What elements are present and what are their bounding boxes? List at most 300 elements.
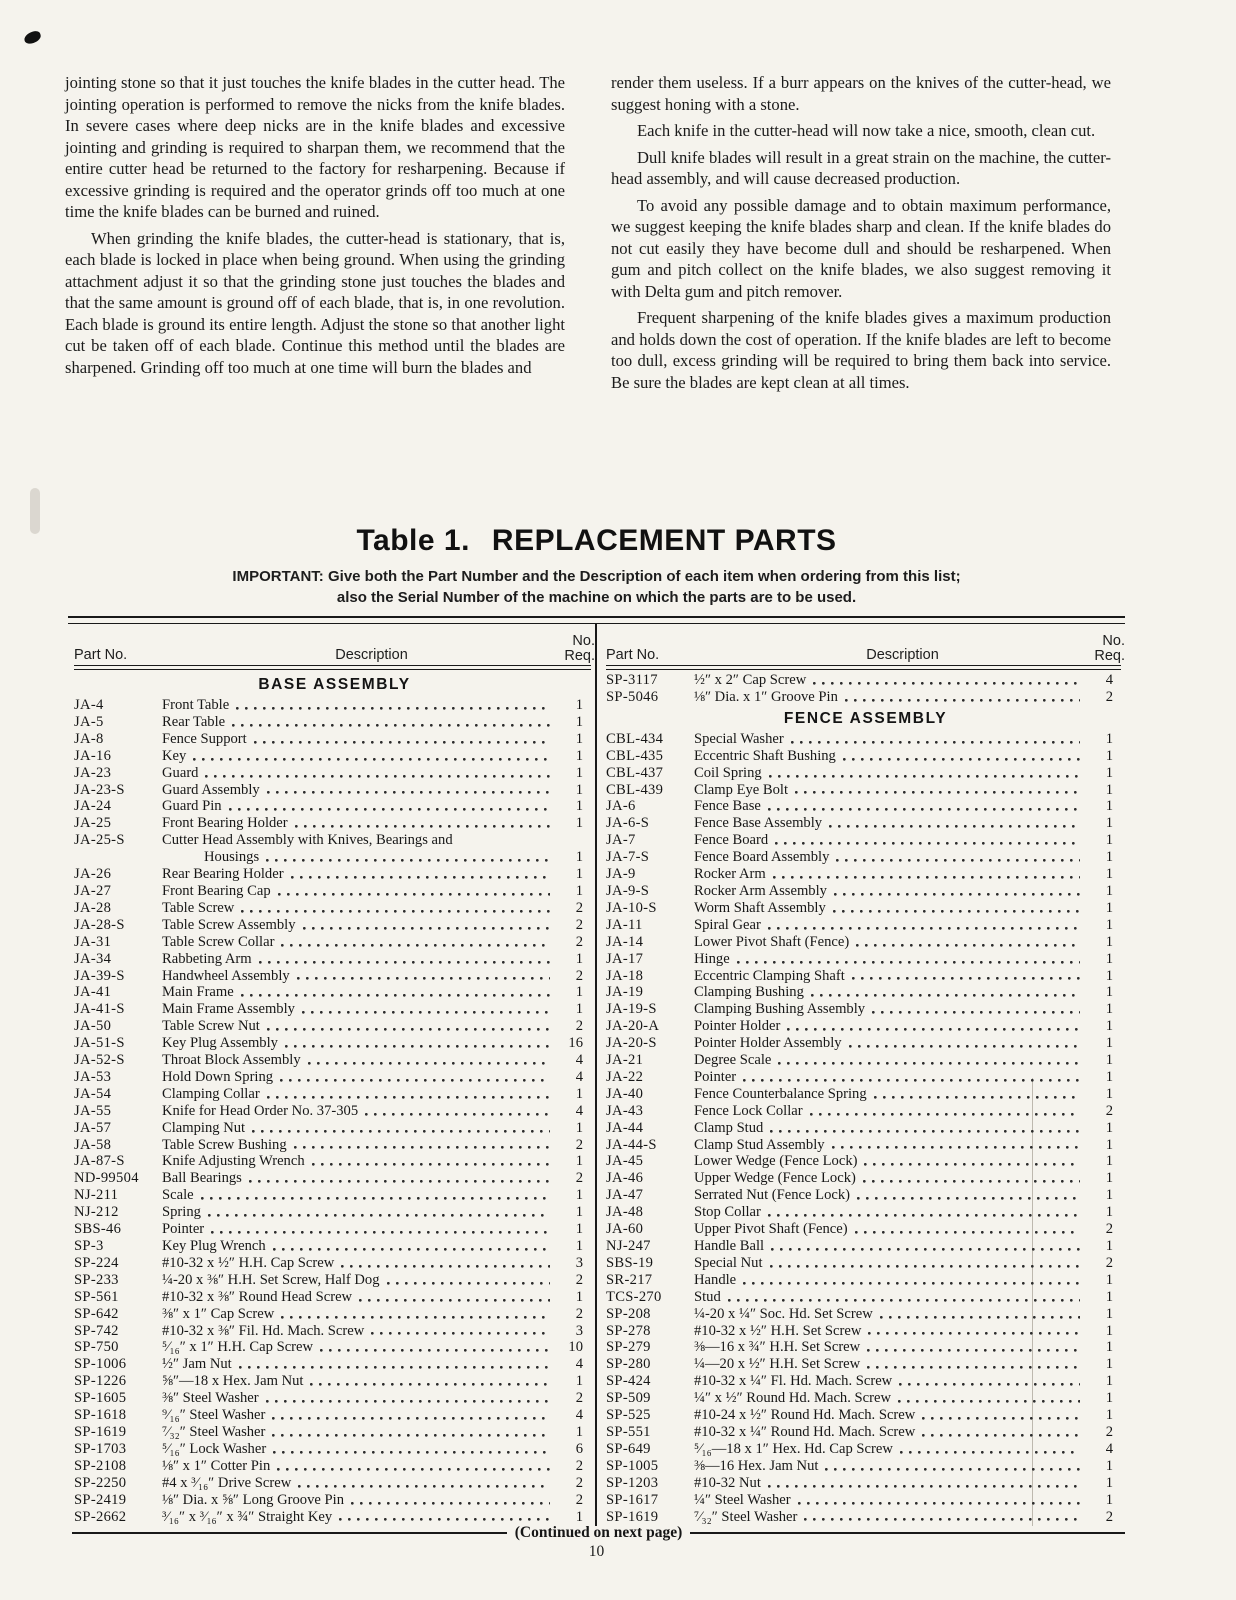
dot-leader (845, 689, 1080, 703)
part-description: ³⁄₁₆″ x ³⁄₁₆″ x ¾″ Straight Key (162, 1508, 333, 1525)
part-number: SR-217 (606, 1271, 653, 1288)
dot-leader (922, 1407, 1080, 1421)
part-description: Handwheel Assembly (162, 967, 290, 984)
table-row (74, 1458, 595, 1475)
table-row (606, 1086, 1125, 1103)
table-row (74, 1323, 595, 1340)
table-row (74, 1204, 595, 1221)
part-qty: 1 (575, 815, 583, 832)
part-description: Rear Bearing Holder (162, 866, 284, 883)
header-no: No. (1102, 633, 1125, 649)
part-number: JA-23-S (74, 781, 125, 798)
part-qty: 1 (1105, 933, 1113, 950)
dot-leader (280, 1069, 550, 1083)
dot-leader (867, 1339, 1080, 1353)
part-number: NJ-247 (606, 1238, 651, 1254)
table-row (74, 697, 595, 714)
part-description: Guard (162, 764, 199, 781)
part-description-wrap (162, 1221, 553, 1238)
part-description-wrap (162, 883, 553, 900)
header-description: Description (335, 647, 408, 663)
part-description: Fence Board Assembly (694, 849, 830, 866)
table-row (74, 934, 595, 951)
part-description: Special Washer (694, 730, 784, 747)
part-qty: 1 (575, 1119, 583, 1136)
part-qty: 1 (575, 1238, 583, 1254)
part-number: JA-46 (606, 1170, 644, 1187)
table-row (606, 672, 1125, 689)
part-description: Rear Table (162, 713, 226, 730)
part-description: ⅛″ Dia. x 1″ Groove Pin (694, 688, 838, 705)
part-number: JA-51-S (74, 1035, 125, 1052)
part-description-wrap (694, 1492, 1083, 1509)
table-row (74, 1069, 595, 1086)
part-qty: 2 (1105, 1254, 1113, 1271)
part-description: ⅜—16 Hex. Jam Nut (694, 1457, 819, 1474)
dot-leader (236, 697, 550, 711)
important-line: also the Serial Number of the machine on which the parts are to be used. (336, 589, 857, 606)
table-row (74, 815, 595, 832)
table-row (606, 731, 1125, 748)
part-number: SP-2108 (74, 1457, 127, 1474)
part-number: JA-6-S (606, 815, 650, 832)
part-description: ⁹⁄₁₆″ Steel Washer (162, 1407, 266, 1424)
table-row (606, 1272, 1125, 1289)
dot-leader (193, 748, 550, 762)
part-description: Clamping Collar (162, 1085, 260, 1102)
part-description-wrap (162, 1475, 553, 1492)
part-description-wrap (162, 1103, 553, 1120)
part-description-wrap (694, 765, 1083, 782)
part-number: CBL-439 (606, 781, 664, 798)
part-description-wrap (162, 900, 553, 917)
part-number: SP-561 (74, 1288, 119, 1305)
dot-leader (295, 815, 550, 829)
part-number: JA-87-S (74, 1153, 125, 1170)
dot-leader (277, 1458, 550, 1472)
table-row (74, 1492, 595, 1509)
part-description: Pointer Holder (694, 1018, 781, 1035)
dot-leader (855, 1221, 1080, 1235)
part-qty: 1 (1105, 1339, 1113, 1356)
part-description: Housings (204, 849, 260, 866)
dot-leader (864, 1153, 1080, 1167)
part-qty: 1 (1105, 1288, 1113, 1305)
table-left-half (68, 624, 595, 1526)
table-title (68, 524, 1125, 558)
part-number: SP-208 (606, 1305, 651, 1322)
part-qty: 1 (1105, 1018, 1113, 1035)
paragraph: jointing stone so that it just touches the knife blades in the cutter head. The jointing operation is performed to remove the nicks from the knife blades. In severe cases where deep nicks are in the knife blades and excessive jointing and grinding is required to sharpan them, we recommend that the entire cutter head be returned to the factory for resharpening. Because if excessive grinding is required and the operator grinds off too much at one time the knife blades can be burned and ruined. (65, 73, 565, 221)
table-row (606, 866, 1125, 883)
part-description: Fence Counterbalance Spring (694, 1085, 867, 1102)
part-description-wrap (694, 1323, 1083, 1340)
part-number: SP-1005 (606, 1457, 659, 1474)
part-description-wrap (694, 1153, 1083, 1170)
part-number: JA-19 (606, 984, 644, 1001)
paragraph: Frequent sharpening of the knife blades gives a maximum production and holds down the cost of operation. If the knife blades are left to become too dull, excess grinding will be required to bring them back into service. Be sure the blades are kept clean at all times. (611, 308, 1111, 392)
part-description: Rocker Arm Assembly (694, 882, 827, 899)
part-qty: 2 (575, 1136, 583, 1153)
header-no-req (549, 634, 595, 663)
table-row (606, 1339, 1125, 1356)
part-number: SP-742 (74, 1322, 119, 1339)
table-header-left (74, 624, 595, 665)
part-description-wrap (694, 1069, 1083, 1086)
part-description-wrap (694, 951, 1083, 968)
part-description: ¼″ Steel Washer (694, 1491, 791, 1508)
dot-leader (208, 1204, 550, 1218)
part-qty: 1 (575, 1204, 583, 1221)
part-qty: 1 (1105, 764, 1113, 781)
part-number: JA-23 (74, 764, 112, 781)
table-row (74, 1306, 595, 1323)
table-row (74, 1086, 595, 1103)
part-description: Hold Down Spring (162, 1068, 274, 1085)
table-row (74, 984, 595, 1001)
part-description: #10-32 x ¼″ Round Hd. Mach. Screw (694, 1423, 916, 1440)
part-description-wrap (694, 1170, 1083, 1187)
continued-line (72, 1524, 1125, 1542)
part-description: ⅝″—18 x Hex. Jam Nut (162, 1373, 304, 1390)
dot-leader (351, 1492, 550, 1506)
table-row (606, 1170, 1125, 1187)
dot-leader (833, 900, 1080, 914)
part-description: #10-32 x ⅜″ Round Head Screw (162, 1288, 353, 1305)
dot-leader (773, 866, 1080, 880)
part-qty: 1 (1105, 882, 1113, 899)
dot-leader (312, 1153, 550, 1167)
part-description: #10-32 Nut (694, 1474, 761, 1491)
part-qty: 1 (575, 950, 583, 967)
dot-leader (232, 714, 550, 728)
dot-leader (267, 782, 550, 796)
part-description: Cutter Head Assembly with Knives, Bearings and (162, 832, 453, 849)
part-description: ⁷⁄₃₂″ Steel Washer (694, 1508, 798, 1525)
table-row (74, 1238, 595, 1255)
part-qty: 1 (1105, 1474, 1113, 1491)
part-description: Clamping Nut (162, 1119, 246, 1136)
table-row (606, 1187, 1125, 1204)
part-qty: 1 (1105, 984, 1113, 1001)
part-description: ⁵⁄₁₆—18 x 1″ Hex. Hd. Cap Screw (694, 1440, 893, 1457)
part-description-wrap (162, 714, 553, 731)
table-row (606, 1221, 1125, 1238)
part-description-wrap (694, 1035, 1083, 1052)
part-description-wrap (694, 748, 1083, 765)
part-qty: 1 (1105, 781, 1113, 798)
table-row (74, 1390, 595, 1407)
part-description: Pointer (162, 1221, 205, 1238)
dot-leader (281, 934, 550, 948)
part-description: Fence Support (162, 730, 247, 747)
part-number: JA-44 (606, 1119, 644, 1136)
dot-leader (770, 1255, 1081, 1269)
part-number: JA-18 (606, 967, 644, 984)
part-qty: 1 (575, 984, 583, 1001)
continued-text: (Continued on next page) (514, 1524, 683, 1541)
dot-leader (768, 1475, 1080, 1489)
part-description-wrap (162, 934, 553, 951)
part-description-wrap (162, 1001, 553, 1018)
part-description: Table Screw Nut (162, 1018, 260, 1035)
part-number: JA-41-S (74, 1001, 125, 1018)
part-number: SP-279 (606, 1339, 651, 1356)
intro-text (65, 72, 1111, 398)
part-description-wrap (694, 934, 1083, 951)
table-row (606, 1492, 1125, 1509)
dot-leader (849, 1035, 1080, 1049)
table-row (74, 1153, 595, 1170)
part-number: SBS-46 (74, 1221, 122, 1238)
dot-leader (856, 934, 1080, 948)
part-description: Rabbeting Arm (162, 950, 252, 967)
part-qty: 1 (575, 1288, 583, 1305)
dot-leader (843, 748, 1080, 762)
part-description: Fence Base (694, 798, 761, 815)
dot-leader (771, 1238, 1080, 1252)
part-description-wrap (162, 984, 553, 1001)
table-row (606, 1018, 1125, 1035)
part-description-wrap (694, 1407, 1083, 1424)
part-number: SP-233 (74, 1271, 119, 1288)
part-description-wrap (694, 815, 1083, 832)
part-number: NJ-211 (74, 1187, 119, 1204)
part-qty: 6 (575, 1440, 583, 1457)
part-number: JA-11 (606, 916, 643, 933)
part-description: Upper Wedge (Fence Lock) (694, 1170, 856, 1187)
part-number: JA-28-S (74, 916, 125, 933)
table-row (74, 968, 595, 985)
part-number: JA-8 (74, 730, 104, 747)
part-description: Guard Pin (162, 798, 222, 815)
dot-leader (254, 731, 550, 745)
dot-leader (272, 1407, 550, 1421)
table-row (74, 1255, 595, 1272)
part-number: JA-25 (74, 815, 112, 832)
dot-leader (259, 951, 550, 965)
part-number: JA-28 (74, 899, 112, 916)
dot-leader (867, 1356, 1080, 1370)
part-description-wrap (162, 1306, 553, 1323)
part-qty: 1 (1105, 1305, 1113, 1322)
part-description-wrap (694, 832, 1083, 849)
part-description-wrap (694, 1306, 1083, 1323)
part-qty: 2 (575, 1271, 583, 1288)
part-description: ⅜″ x 1″ Cap Screw (162, 1305, 275, 1322)
part-description-wrap (694, 1187, 1083, 1204)
dot-leader (272, 1424, 550, 1438)
table-row (606, 1441, 1125, 1458)
dot-leader (211, 1221, 550, 1235)
table-row (606, 849, 1125, 866)
part-description: ⅜″ Steel Washer (162, 1390, 259, 1407)
table-row (606, 1458, 1125, 1475)
table-row (606, 748, 1125, 765)
part-qty: 2 (575, 1018, 583, 1035)
part-qty: 4 (1105, 672, 1113, 688)
dot-leader (804, 1509, 1080, 1523)
paragraph: Dull knife blades will result in a great strain on the machine, the cutter-head assembly, and will cause decreased production. (611, 147, 1111, 188)
part-description: Knife for Head Order No. 37-305 (162, 1102, 359, 1119)
part-description: ⅛″ x 1″ Cotter Pin (162, 1457, 271, 1474)
dot-leader (365, 1103, 550, 1117)
dot-leader (278, 883, 550, 897)
part-qty: 1 (1105, 1170, 1113, 1187)
dot-leader (791, 731, 1080, 745)
table-row (606, 934, 1125, 951)
part-description: ⅛″ Dia. x ⅝″ Long Groove Pin (162, 1491, 344, 1508)
part-qty: 1 (575, 1001, 583, 1018)
part-description: ⁷⁄₃₂″ Steel Washer (162, 1423, 266, 1440)
part-description-wrap (162, 1187, 553, 1204)
dot-leader (778, 1052, 1080, 1066)
part-number: SP-1006 (74, 1356, 127, 1373)
part-number: SP-424 (606, 1373, 651, 1390)
part-number: JA-52-S (74, 1052, 125, 1069)
part-qty: 2 (1105, 1102, 1113, 1119)
part-description-wrap (162, 798, 553, 815)
part-number: SP-5046 (606, 688, 659, 705)
part-qty: 1 (1105, 730, 1113, 747)
part-qty: 1 (575, 730, 583, 747)
table-row (74, 1103, 595, 1120)
intro-column-right (611, 72, 1111, 398)
dot-leader (768, 917, 1080, 931)
part-description-wrap (162, 849, 553, 866)
part-description: Serrated Nut (Fence Lock) (694, 1187, 851, 1204)
part-description-wrap (694, 984, 1083, 1001)
part-number: SP-1618 (74, 1407, 127, 1424)
table-row (74, 748, 595, 765)
dot-leader (291, 866, 550, 880)
replacement-parts-table (68, 616, 1125, 1526)
footer-rule-right (690, 1532, 1125, 1535)
part-description-wrap (694, 798, 1083, 815)
dot-leader (863, 1170, 1080, 1184)
dot-leader (241, 984, 550, 998)
dot-leader (899, 1373, 1080, 1387)
part-number: SP-525 (606, 1407, 651, 1424)
table-row (74, 1187, 595, 1204)
part-description-wrap (162, 1120, 553, 1137)
part-qty: 2 (575, 916, 583, 933)
dot-leader (872, 1001, 1080, 1015)
part-description: Front Table (162, 697, 230, 713)
part-description: ⁵⁄₁₆″ x 1″ H.H. Cap Screw (162, 1339, 314, 1356)
part-description-wrap (162, 731, 553, 748)
dot-leader (387, 1272, 550, 1286)
dot-leader (302, 1001, 550, 1015)
table-row (74, 714, 595, 731)
part-description-wrap (162, 1086, 553, 1103)
part-number: JA-43 (606, 1102, 644, 1119)
part-qty: 1 (1105, 950, 1113, 967)
part-qty: 1 (1105, 1136, 1113, 1153)
table-row (606, 689, 1125, 706)
table-row (606, 984, 1125, 1001)
dot-leader (285, 1035, 550, 1049)
dot-leader (852, 968, 1080, 982)
dot-leader (900, 1441, 1080, 1455)
part-description-wrap (162, 1390, 553, 1407)
part-description-wrap (694, 1356, 1083, 1373)
part-description-wrap (694, 1339, 1083, 1356)
header-part-no: Part No. (74, 647, 128, 663)
part-qty: 1 (575, 1187, 583, 1204)
part-description-wrap (162, 832, 595, 849)
part-number: NJ-212 (74, 1204, 119, 1221)
part-qty: 1 (575, 1423, 583, 1440)
table-row (606, 765, 1125, 782)
part-qty: 1 (1105, 1035, 1113, 1052)
part-number-blank (74, 849, 162, 866)
part-qty: 1 (1105, 1457, 1113, 1474)
part-qty: 1 (1105, 1085, 1113, 1102)
dot-leader (341, 1255, 550, 1269)
table-row (74, 951, 595, 968)
paragraph: When grinding the knife blades, the cutter-head is stationary, that is, each blade is locked in place when being ground. When using the grinding attachment adjust it so that the grinding stone just touches the blades and that the same amount is ground off of each blade, that is, in one revolution. Each blade is ground its entire length. Adjust the stone so that another light cut be taken off of each blade. Continue this method until the blades are sharpened. Grinding off too much at one time will burn the blades and (65, 228, 565, 377)
table-body-left (74, 670, 595, 1525)
part-description-wrap (162, 1323, 553, 1340)
dot-leader (787, 1018, 1080, 1032)
part-qty: 4 (575, 1068, 583, 1085)
important-text: Give both the Part Number and the Description of each item when ordering from this list; (327, 568, 961, 585)
part-qty: 1 (1105, 1407, 1113, 1424)
part-qty: 1 (575, 781, 583, 798)
part-description: Spring (162, 1204, 201, 1221)
part-description: #10-32 x ½″ H.H. Set Screw (694, 1322, 862, 1339)
part-description-wrap (162, 1458, 553, 1475)
part-description: Pointer (694, 1068, 737, 1085)
part-description-wrap (694, 1441, 1083, 1458)
part-qty: 3 (575, 1322, 583, 1339)
dot-leader (798, 1492, 1080, 1506)
section-heading: FENCE ASSEMBLY (783, 709, 948, 727)
dot-leader (281, 1306, 550, 1320)
part-description-wrap (694, 866, 1083, 883)
part-qty: 1 (575, 866, 583, 883)
dot-leader (728, 1289, 1080, 1303)
part-number: SP-551 (606, 1423, 651, 1440)
part-qty: 1 (1105, 1390, 1113, 1407)
part-description-wrap (162, 748, 553, 765)
part-description: ⁵⁄₁₆″ Lock Washer (162, 1440, 267, 1457)
part-description: Degree Scale (694, 1052, 772, 1069)
table-header-right (606, 624, 1125, 665)
table-row (606, 832, 1125, 849)
table-row (606, 798, 1125, 815)
part-description-wrap (694, 1475, 1083, 1492)
table-row (74, 798, 595, 815)
part-description-wrap (162, 1424, 553, 1441)
part-qty: 2 (1105, 1423, 1113, 1440)
table-row (606, 815, 1125, 832)
part-number: SP-1619 (74, 1423, 127, 1440)
table-row (606, 1373, 1125, 1390)
part-number: JA-48 (606, 1204, 644, 1221)
part-qty: 1 (1105, 899, 1113, 916)
part-number: JA-58 (74, 1136, 112, 1153)
part-description-wrap (694, 1221, 1083, 1238)
part-description-wrap (162, 866, 553, 883)
dot-leader (743, 1069, 1080, 1083)
part-qty: 1 (1105, 832, 1113, 849)
table-row (74, 1052, 595, 1069)
part-description: Eccentric Clamping Shaft (694, 967, 845, 984)
table-row (606, 1120, 1125, 1137)
part-description-wrap (694, 1424, 1083, 1441)
